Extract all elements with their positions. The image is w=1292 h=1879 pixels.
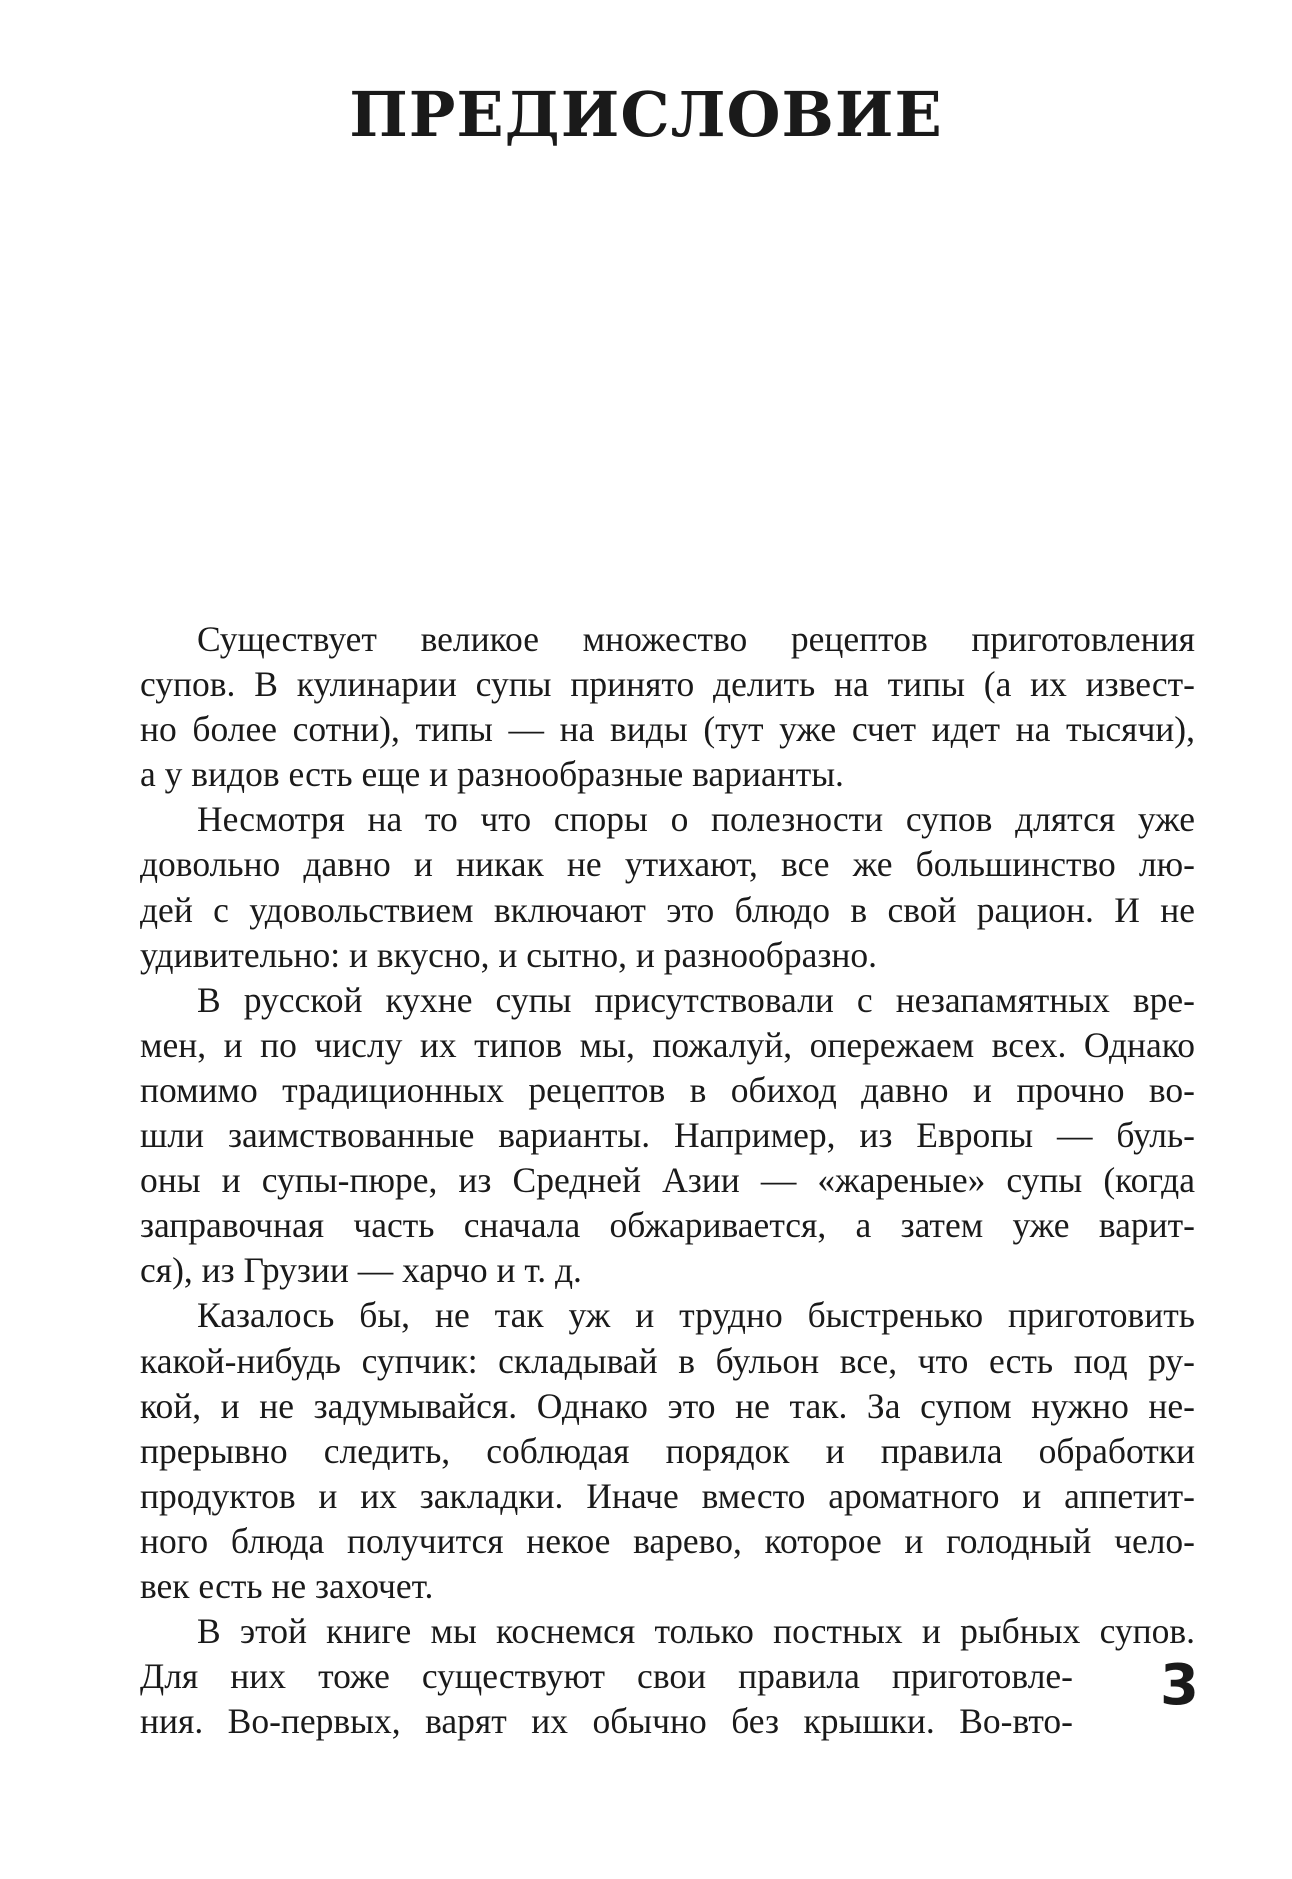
chapter-title: ПРЕДИСЛОВИЕ	[349, 78, 943, 151]
text-line: оны и супы-пюре, из Средней Азии — «жареные» супы (когда	[140, 1160, 1195, 1201]
body-text	[140, 617, 1195, 1744]
text-line: кой, и не задумывайся. Однако это не так. За супом нужно не-	[140, 1385, 1195, 1426]
page-number: 3	[1160, 1653, 1199, 1718]
text-line: продуктов и их закладки. Иначе вместо ароматного и аппетит-	[140, 1475, 1195, 1516]
text-line: шли заимствованные варианты. Например, из Европы — буль-	[140, 1115, 1195, 1156]
text-line: ного блюда получится некое варево, которое и голодный чело-	[140, 1520, 1195, 1561]
text-line: век есть не захочет.	[140, 1565, 434, 1606]
text-line: супов. В кулинарии супы принято делить на типы (а их извест-	[140, 664, 1195, 705]
text-line: удивительно: и вкусно, и сытно, и разнообразно.	[140, 934, 877, 975]
text-line: Несмотря на то что споры о полезности супов длятся уже	[197, 799, 1195, 840]
text-line: какой-нибудь супчик: складывай в бульон все, что есть под ру-	[140, 1340, 1195, 1381]
text-line: помимо традиционных рецептов в обиход давно и прочно во-	[140, 1069, 1195, 1110]
text-line: Казалось бы, не так уж и трудно быстренько приготовить	[197, 1295, 1195, 1336]
text-line: дей с удовольствием включают это блюдо в свой рацион. И не	[140, 889, 1195, 930]
text-line: Для них тоже существуют свои правила приготовле-	[140, 1656, 1073, 1697]
text-line: прерывно следить, соблюдая порядок и правила обработки	[140, 1430, 1195, 1471]
text-line: В русской кухне супы присутствовали с незапамятных вре-	[197, 979, 1195, 1020]
text-line: довольно давно и никак не утихают, все же большинство лю-	[140, 844, 1195, 885]
text-line: мен, и по числу их типов мы, пожалуй, опережаем всех. Однако	[140, 1024, 1195, 1065]
text-line: ся), из Грузии — харчо и т. д.	[140, 1250, 582, 1291]
text-line: заправочная часть сначала обжаривается, а затем уже варит-	[140, 1205, 1195, 1246]
text-line: но более сотни), типы — на виды (тут уже счет идет на тысячи),	[140, 709, 1195, 750]
text-line: а у видов есть еще и разнообразные варианты.	[140, 754, 844, 795]
text-line: В этой книге мы коснемся только постных и рыбных супов.	[197, 1611, 1195, 1652]
text-line: Существует великое множество рецептов приготовления	[197, 619, 1195, 659]
text-line: ния. Во-первых, варят их обычно без крышки. Во-вто-	[140, 1701, 1073, 1742]
